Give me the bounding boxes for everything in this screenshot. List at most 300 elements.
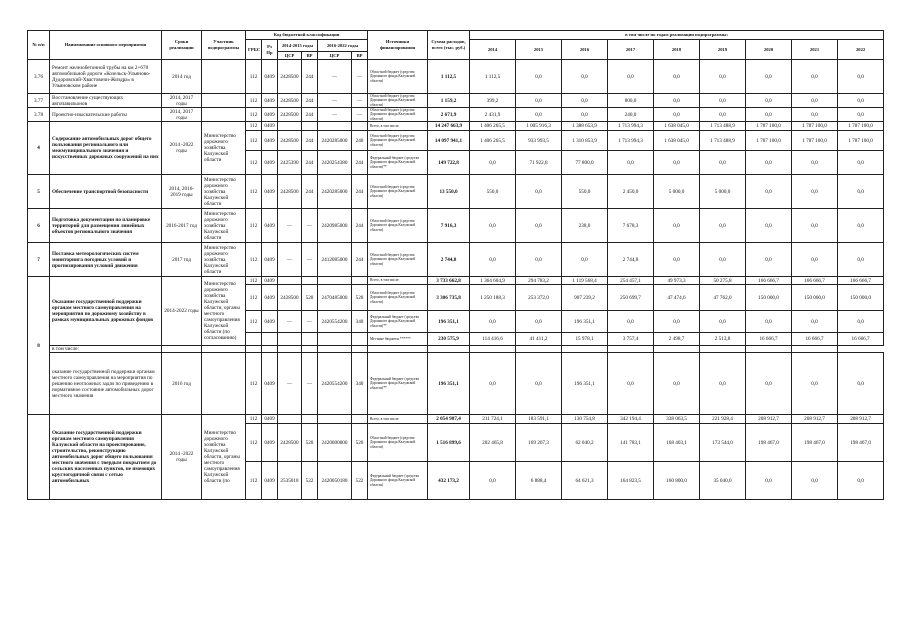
- header-year: 2015: [516, 40, 562, 60]
- table-cell: 2428500: [278, 285, 302, 311]
- row-name: Проектно-изыскательские работы: [50, 108, 162, 122]
- table-cell: 244: [302, 94, 318, 108]
- year-value: 5 000,0: [654, 175, 700, 209]
- table-cell: [302, 346, 318, 353]
- year-value: 168 403,1: [654, 424, 700, 462]
- sum-cell: 2 744,8: [428, 243, 470, 277]
- header-year: 2017: [608, 40, 654, 60]
- header-year: 2016: [562, 40, 608, 60]
- table-cell: —: [352, 94, 368, 108]
- table-cell: —: [302, 311, 318, 333]
- table-row: [28, 94, 884, 108]
- year-value: 254 457,1: [608, 277, 654, 285]
- year-value: 1 713 994,3: [608, 122, 654, 131]
- table-cell: [278, 122, 302, 131]
- row-term: 2014, 2017 годы: [162, 94, 202, 108]
- header-grbs: ГРБС: [246, 40, 262, 60]
- year-value: 0,0: [746, 209, 792, 243]
- table-cell: —: [318, 94, 352, 108]
- row-participant: Министерство дорожного хозяйства Калужской области, органы местного самоуправления Калужской области (по согласованию): [202, 277, 246, 346]
- year-value: 0,0: [608, 151, 654, 175]
- header-csr: ЦСР: [318, 52, 352, 60]
- year-value: 150 000,0: [792, 285, 838, 311]
- row-name: Поставка метеорологических систем мониторинга погодных условий и прогнозирования условий движения: [50, 243, 162, 277]
- table-cell: 2420554200: [318, 353, 352, 415]
- year-value: 0,0: [654, 209, 700, 243]
- year-value: 3 757,4: [608, 333, 654, 346]
- table-cell: 2428500: [278, 175, 302, 209]
- year-value: 1 787 100,0: [746, 131, 792, 151]
- table-row: [28, 209, 884, 243]
- year-value: 211 724,1: [470, 415, 516, 424]
- year-value: 1 787 100,0: [746, 122, 792, 131]
- year-value: 0,0: [654, 151, 700, 175]
- table-cell: —: [302, 243, 318, 277]
- table-cell: [654, 346, 700, 353]
- year-value: 41 411,2: [516, 333, 562, 346]
- year-value: 0,0: [470, 311, 516, 333]
- year-value: 47 474,6: [654, 285, 700, 311]
- source-cell: Областной бюджет (средства Дорожного фонда Калужской области): [368, 60, 428, 94]
- table-cell: —: [278, 311, 302, 333]
- row-number: 7: [28, 243, 50, 277]
- table-cell: 0409: [262, 131, 278, 151]
- year-value: 0,0: [746, 311, 792, 333]
- table-cell: 0409: [262, 60, 278, 94]
- year-value: 0,0: [838, 175, 884, 209]
- table-cell: 112: [246, 209, 262, 243]
- table-cell: 2470485000: [318, 285, 352, 311]
- table-cell: 244: [302, 131, 318, 151]
- row-term: 2016-2017 год: [162, 209, 202, 243]
- year-value: 1 250 188,3: [470, 285, 516, 311]
- year-value: 0,0: [792, 60, 838, 94]
- sum-cell: 1 112,5: [428, 60, 470, 94]
- table-cell: 0409: [262, 462, 278, 500]
- year-value: 198 467,0: [746, 424, 792, 462]
- row-term: 2014 год: [162, 60, 202, 94]
- table-cell: 0409: [262, 353, 278, 415]
- year-value: 0,0: [700, 94, 746, 108]
- year-value: 550,0: [470, 175, 516, 209]
- year-value: 130 754,8: [562, 415, 608, 424]
- table-row: [28, 353, 884, 415]
- year-value: 0,0: [792, 243, 838, 277]
- year-value: 114 416,6: [470, 333, 516, 346]
- table-cell: [162, 346, 202, 353]
- year-value: 2 744,8: [608, 243, 654, 277]
- table-cell: 112: [246, 108, 262, 122]
- table-cell: —: [278, 353, 302, 415]
- year-value: 0,0: [700, 353, 746, 415]
- table-cell: 112: [246, 415, 262, 424]
- table-cell: 0409: [262, 108, 278, 122]
- year-value: 169 267,3: [516, 424, 562, 462]
- table-cell: [516, 346, 562, 353]
- sum-cell: 14 247 663,9: [428, 122, 470, 131]
- year-value: 250 699,7: [608, 285, 654, 311]
- table-cell: 2420554200: [318, 311, 352, 333]
- year-value: 0,0: [792, 108, 838, 122]
- table-cell: 2428500: [278, 108, 302, 122]
- table-cell: —: [352, 108, 368, 122]
- header-year: 2019: [700, 40, 746, 60]
- table-cell: 112: [246, 131, 262, 151]
- table-cell: 112: [246, 424, 262, 462]
- year-value: 0,0: [838, 311, 884, 333]
- table-cell: —: [302, 353, 318, 415]
- sum-cell: 3 306 735,8: [428, 285, 470, 311]
- table-cell: [368, 346, 428, 353]
- header-sum: Сумма расходов, всего (тыс. руб.): [428, 31, 470, 60]
- table-cell: 0409: [262, 424, 278, 462]
- table-row: [28, 346, 884, 353]
- sum-cell: 2 054 987,4: [428, 415, 470, 424]
- table-cell: [352, 277, 368, 285]
- year-value: 0,0: [792, 94, 838, 108]
- year-value: 0,0: [746, 243, 792, 277]
- row-term: 2014 -2022 годы: [162, 122, 202, 175]
- header-year: 2022: [838, 40, 884, 60]
- year-value: 238,0: [562, 209, 608, 243]
- year-value: 16 666,7: [792, 333, 838, 346]
- sum-cell: 13 550,0: [428, 175, 470, 209]
- year-value: 0,0: [700, 151, 746, 175]
- year-value: 15 978,1: [562, 333, 608, 346]
- table-cell: [352, 346, 368, 353]
- table-cell: [470, 346, 516, 353]
- year-value: 0,0: [746, 151, 792, 175]
- year-value: 0,0: [792, 311, 838, 333]
- table-cell: 2420000000: [318, 424, 352, 462]
- table-cell: [246, 346, 262, 353]
- table-cell: 2420050180: [318, 462, 352, 500]
- source-cell: Федеральный бюджет (средства Дорожного фонда Калужской области)**: [368, 311, 428, 333]
- year-value: 208 912,7: [792, 415, 838, 424]
- table-cell: [278, 346, 302, 353]
- year-value: 0,0: [608, 311, 654, 333]
- year-value: 2 431,9: [470, 108, 516, 122]
- header-vr: ВР: [352, 52, 368, 60]
- year-value: 0,0: [516, 243, 562, 277]
- row-participant: Министерство дорожного хозяйства Калужской области: [202, 175, 246, 209]
- year-value: 0,0: [838, 243, 884, 277]
- source-cell: Федеральный бюджет (средства Дорожного фонда Калужской области)**: [368, 151, 428, 175]
- table-cell: 520: [352, 285, 368, 311]
- row-term: 2014 -2022 годы: [162, 415, 202, 500]
- table-cell: 2412085000: [318, 243, 352, 277]
- table-cell: [302, 277, 318, 285]
- sum-cell: 230 575,9: [428, 333, 470, 346]
- sum-cell: 14 097 941,1: [428, 131, 470, 151]
- table-cell: [278, 415, 302, 424]
- year-value: 1 364 604,9: [470, 277, 516, 285]
- table-cell: 2428500: [278, 424, 302, 462]
- year-value: 0,0: [516, 175, 562, 209]
- source-cell: Областной бюджет (средства Дорожного фонда Калужской области): [368, 108, 428, 122]
- sum-cell: 196 351,1: [428, 353, 470, 415]
- table-cell: 112: [246, 175, 262, 209]
- table-cell: [246, 333, 262, 346]
- header-participant: Участник подпрограммы: [202, 31, 246, 60]
- year-value: 1 787 100,0: [838, 131, 884, 151]
- year-value: 0,0: [654, 311, 700, 333]
- row-participant: Министерство дорожного хозяйства Калужской области, органы местного самоуправления Калужской области (по: [202, 415, 246, 500]
- year-value: 342 194,4: [608, 415, 654, 424]
- table-cell: 0409: [262, 243, 278, 277]
- year-value: 0,0: [516, 209, 562, 243]
- year-value: 933 993,5: [516, 131, 562, 151]
- table-cell: 520: [302, 424, 318, 462]
- header-csr: ЦСР: [278, 52, 302, 60]
- year-value: 0,0: [516, 94, 562, 108]
- row-number: 8: [28, 277, 50, 415]
- table-cell: [352, 122, 368, 131]
- header-2016-2022: 2016-2022 годы: [318, 40, 368, 52]
- table-cell: 0409: [262, 415, 278, 424]
- row-participant: [202, 353, 246, 415]
- year-value: 0,0: [654, 243, 700, 277]
- table-cell: 244: [352, 243, 368, 277]
- sum-cell: 2 671,9: [428, 108, 470, 122]
- row-number: 3.76: [28, 60, 50, 94]
- year-value: 0,0: [700, 108, 746, 122]
- table-cell: —: [278, 209, 302, 243]
- year-value: 47 762,0: [700, 285, 746, 311]
- sum-cell: 196 351,1: [428, 311, 470, 333]
- year-value: 0,0: [746, 94, 792, 108]
- year-value: 0,0: [562, 243, 608, 277]
- year-value: 0,0: [516, 108, 562, 122]
- table-cell: 0409: [262, 209, 278, 243]
- year-value: 0,0: [746, 60, 792, 94]
- sum-cell: 3 733 662,8: [428, 277, 470, 285]
- year-value: 16 666,7: [746, 333, 792, 346]
- sum-cell: 1 159,2: [428, 94, 470, 108]
- table-cell: [302, 122, 318, 131]
- table-cell: 0409: [262, 311, 278, 333]
- year-value: 202 465,8: [470, 424, 516, 462]
- year-value: 0,0: [562, 108, 608, 122]
- year-value: 0,0: [470, 151, 516, 175]
- year-value: 196 351,1: [562, 353, 608, 415]
- source-cell: Всего, в том числе:: [368, 415, 428, 424]
- table-row: [28, 243, 884, 277]
- year-value: 0,0: [838, 108, 884, 122]
- table-cell: —: [318, 108, 352, 122]
- table-cell: 244: [302, 151, 318, 175]
- sum-cell: 1 516 899,6: [428, 424, 470, 462]
- table-cell: [302, 415, 318, 424]
- row-term: 2014, 2016-2019 годы: [162, 175, 202, 209]
- header-2014-2015: 2014-2015 годы: [278, 40, 318, 52]
- table-cell: [562, 346, 608, 353]
- table-cell: 2428500: [278, 94, 302, 108]
- table-row: [28, 60, 884, 94]
- year-value: 173 544,0: [700, 424, 746, 462]
- row-participant: [202, 94, 246, 108]
- source-cell: Всего, в том числе:: [368, 277, 428, 285]
- table-cell: 0409: [262, 122, 278, 131]
- table-cell: [278, 277, 302, 285]
- table-cell: 522: [352, 462, 368, 500]
- source-cell: Областной бюджет (средства Дорожного фонда Калужской области): [368, 131, 428, 151]
- year-value: 294 783,2: [516, 277, 562, 285]
- table-cell: 244: [352, 175, 368, 209]
- table-cell: [318, 277, 352, 285]
- header-year: 2014: [470, 40, 516, 60]
- table-cell: 0409: [262, 94, 278, 108]
- table-row: [28, 108, 884, 122]
- year-value: 35 040,0: [700, 462, 746, 500]
- year-value: 1 310 853,9: [562, 131, 608, 151]
- year-value: 164 823,5: [608, 462, 654, 500]
- year-value: 0,0: [654, 353, 700, 415]
- source-cell: Местные бюджеты ******: [368, 333, 428, 346]
- year-value: 64 621,3: [562, 462, 608, 500]
- header-budget-code: Код бюджетной классификации: [246, 31, 368, 40]
- year-value: 0,0: [792, 151, 838, 175]
- table-cell: 2420985000: [318, 209, 352, 243]
- year-value: 1 406 265,5: [470, 131, 516, 151]
- year-value: 166 666,7: [792, 277, 838, 285]
- table-cell: 2420285000: [318, 131, 352, 151]
- table-cell: 244: [352, 209, 368, 243]
- table-cell: 240: [352, 131, 368, 151]
- year-value: 1 787 100,0: [792, 122, 838, 131]
- year-value: 338 063,5: [654, 415, 700, 424]
- table-row: [28, 415, 884, 424]
- source-cell: Областной бюджет (средства Дорожного фонда Калужской области): [368, 175, 428, 209]
- year-value: 0,0: [562, 94, 608, 108]
- row-number: 4: [28, 122, 50, 175]
- year-value: 0,0: [516, 353, 562, 415]
- table-cell: 112: [246, 277, 262, 285]
- year-value: 0,0: [700, 311, 746, 333]
- table-cell: —: [352, 60, 368, 94]
- table-cell: 0409: [262, 175, 278, 209]
- table-cell: 340: [352, 353, 368, 415]
- table-cell: [202, 346, 246, 353]
- table-cell: [318, 122, 352, 131]
- table-row: [28, 277, 884, 285]
- year-value: 1 005 916,3: [516, 122, 562, 131]
- year-value: 1 713 488,9: [700, 131, 746, 151]
- year-value: 150 000,0: [746, 285, 792, 311]
- source-cell: Областной бюджет (средства Дорожного фонда Калужской области): [368, 94, 428, 108]
- table-cell: 2535018: [278, 462, 302, 500]
- year-value: 7 678,3: [608, 209, 654, 243]
- table-row: [28, 175, 884, 209]
- table-cell: —: [278, 243, 302, 277]
- year-value: 198 467,0: [792, 424, 838, 462]
- header-vr: ВР: [302, 52, 318, 60]
- year-value: 0,0: [746, 175, 792, 209]
- year-value: 1 787 100,0: [838, 122, 884, 131]
- table-cell: 112: [246, 151, 262, 175]
- table-cell: 244: [302, 60, 318, 94]
- table-cell: 112: [246, 60, 262, 94]
- year-value: 0,0: [746, 108, 792, 122]
- row-name: оказание государственной поддержки органам местного самоуправления на мероприятия по решению неотложных задач по приведению в нормативное состояние автомобильных дорог местного значения: [50, 353, 162, 415]
- year-value: 0,0: [654, 94, 700, 108]
- table-cell: 112: [246, 94, 262, 108]
- year-value: 1 112,5: [470, 60, 516, 94]
- year-value: 0,0: [792, 209, 838, 243]
- header-number: № п/п: [28, 31, 50, 60]
- year-value: 0,0: [838, 462, 884, 500]
- row-name: Обеспечение транспортной безопасности: [50, 175, 162, 209]
- year-value: 0,0: [470, 243, 516, 277]
- year-value: 0,0: [838, 209, 884, 243]
- row-participant: [202, 60, 246, 94]
- year-value: 0,0: [608, 60, 654, 94]
- table-cell: 112: [246, 353, 262, 415]
- table-cell: 112: [246, 285, 262, 311]
- header-year: 2020: [746, 40, 792, 60]
- table-cell: [792, 346, 838, 353]
- year-value: 0,0: [838, 151, 884, 175]
- row-term: 2014, 2017 годы: [162, 108, 202, 122]
- table-cell: [302, 333, 318, 346]
- row-participant: Министерство дорожного хозяйства Калужской области: [202, 122, 246, 175]
- year-value: 196 351,1: [562, 311, 608, 333]
- year-value: 50 275,8: [700, 277, 746, 285]
- year-value: 550,0: [562, 175, 608, 209]
- year-value: 0,0: [792, 175, 838, 209]
- header-year: 2021: [792, 40, 838, 60]
- year-value: 1 406 265,5: [470, 122, 516, 131]
- row-name: Содержание автомобильных дорог общего пользования регионального или межмуниципального значения и искусственных дорожных сооружений на них: [50, 122, 162, 175]
- table-cell: 0409: [262, 277, 278, 285]
- year-value: 0,0: [470, 462, 516, 500]
- year-value: 198 467,0: [838, 424, 884, 462]
- row-name: Ремонт железобетонной трубы на км 2+670 автомобильной дороги «Козельск-Ульяново-Дудоровский-Хвастовичи-Жиздра» в Ульяновском районе: [50, 60, 162, 94]
- table-cell: [700, 346, 746, 353]
- row-number: 6: [28, 209, 50, 243]
- year-value: 0,0: [792, 353, 838, 415]
- table-cell: [278, 333, 302, 346]
- table-cell: [318, 333, 352, 346]
- sum-cell: 149 722,8: [428, 151, 470, 175]
- year-value: 0,0: [608, 353, 654, 415]
- year-value: 907 239,2: [562, 285, 608, 311]
- row-number: 5: [28, 175, 50, 209]
- table-cell: [352, 333, 368, 346]
- table-cell: 522: [302, 462, 318, 500]
- year-value: 160 800,0: [654, 462, 700, 500]
- table-cell: [608, 346, 654, 353]
- header-by-years: в том числе по годам реализации подпрограммы:: [470, 31, 884, 40]
- row-participant: [202, 108, 246, 122]
- table-cell: 112: [246, 122, 262, 131]
- source-cell: Федеральный бюджет (средства Дорожного фонда Калужской области)**: [368, 353, 428, 415]
- year-value: 0,0: [700, 209, 746, 243]
- source-cell: Областной бюджет (средства Дорожного фонда Калужской области): [368, 424, 428, 462]
- table-cell: 340: [352, 311, 368, 333]
- year-value: 71 922,8: [516, 151, 562, 175]
- table-cell: —: [318, 60, 352, 94]
- year-value: 399,2: [470, 94, 516, 108]
- year-value: 0,0: [838, 94, 884, 108]
- year-value: 208 912,7: [746, 415, 792, 424]
- source-cell: Областной бюджет (средства Дорожного фонда Калужской области): [368, 209, 428, 243]
- table-cell: 0409: [262, 151, 278, 175]
- table-cell: [262, 333, 278, 346]
- table-cell: 2420285000: [318, 175, 352, 209]
- year-value: 183 591,1: [516, 415, 562, 424]
- row-participant: Министерство дорожного хозяйства Калужской области: [202, 243, 246, 277]
